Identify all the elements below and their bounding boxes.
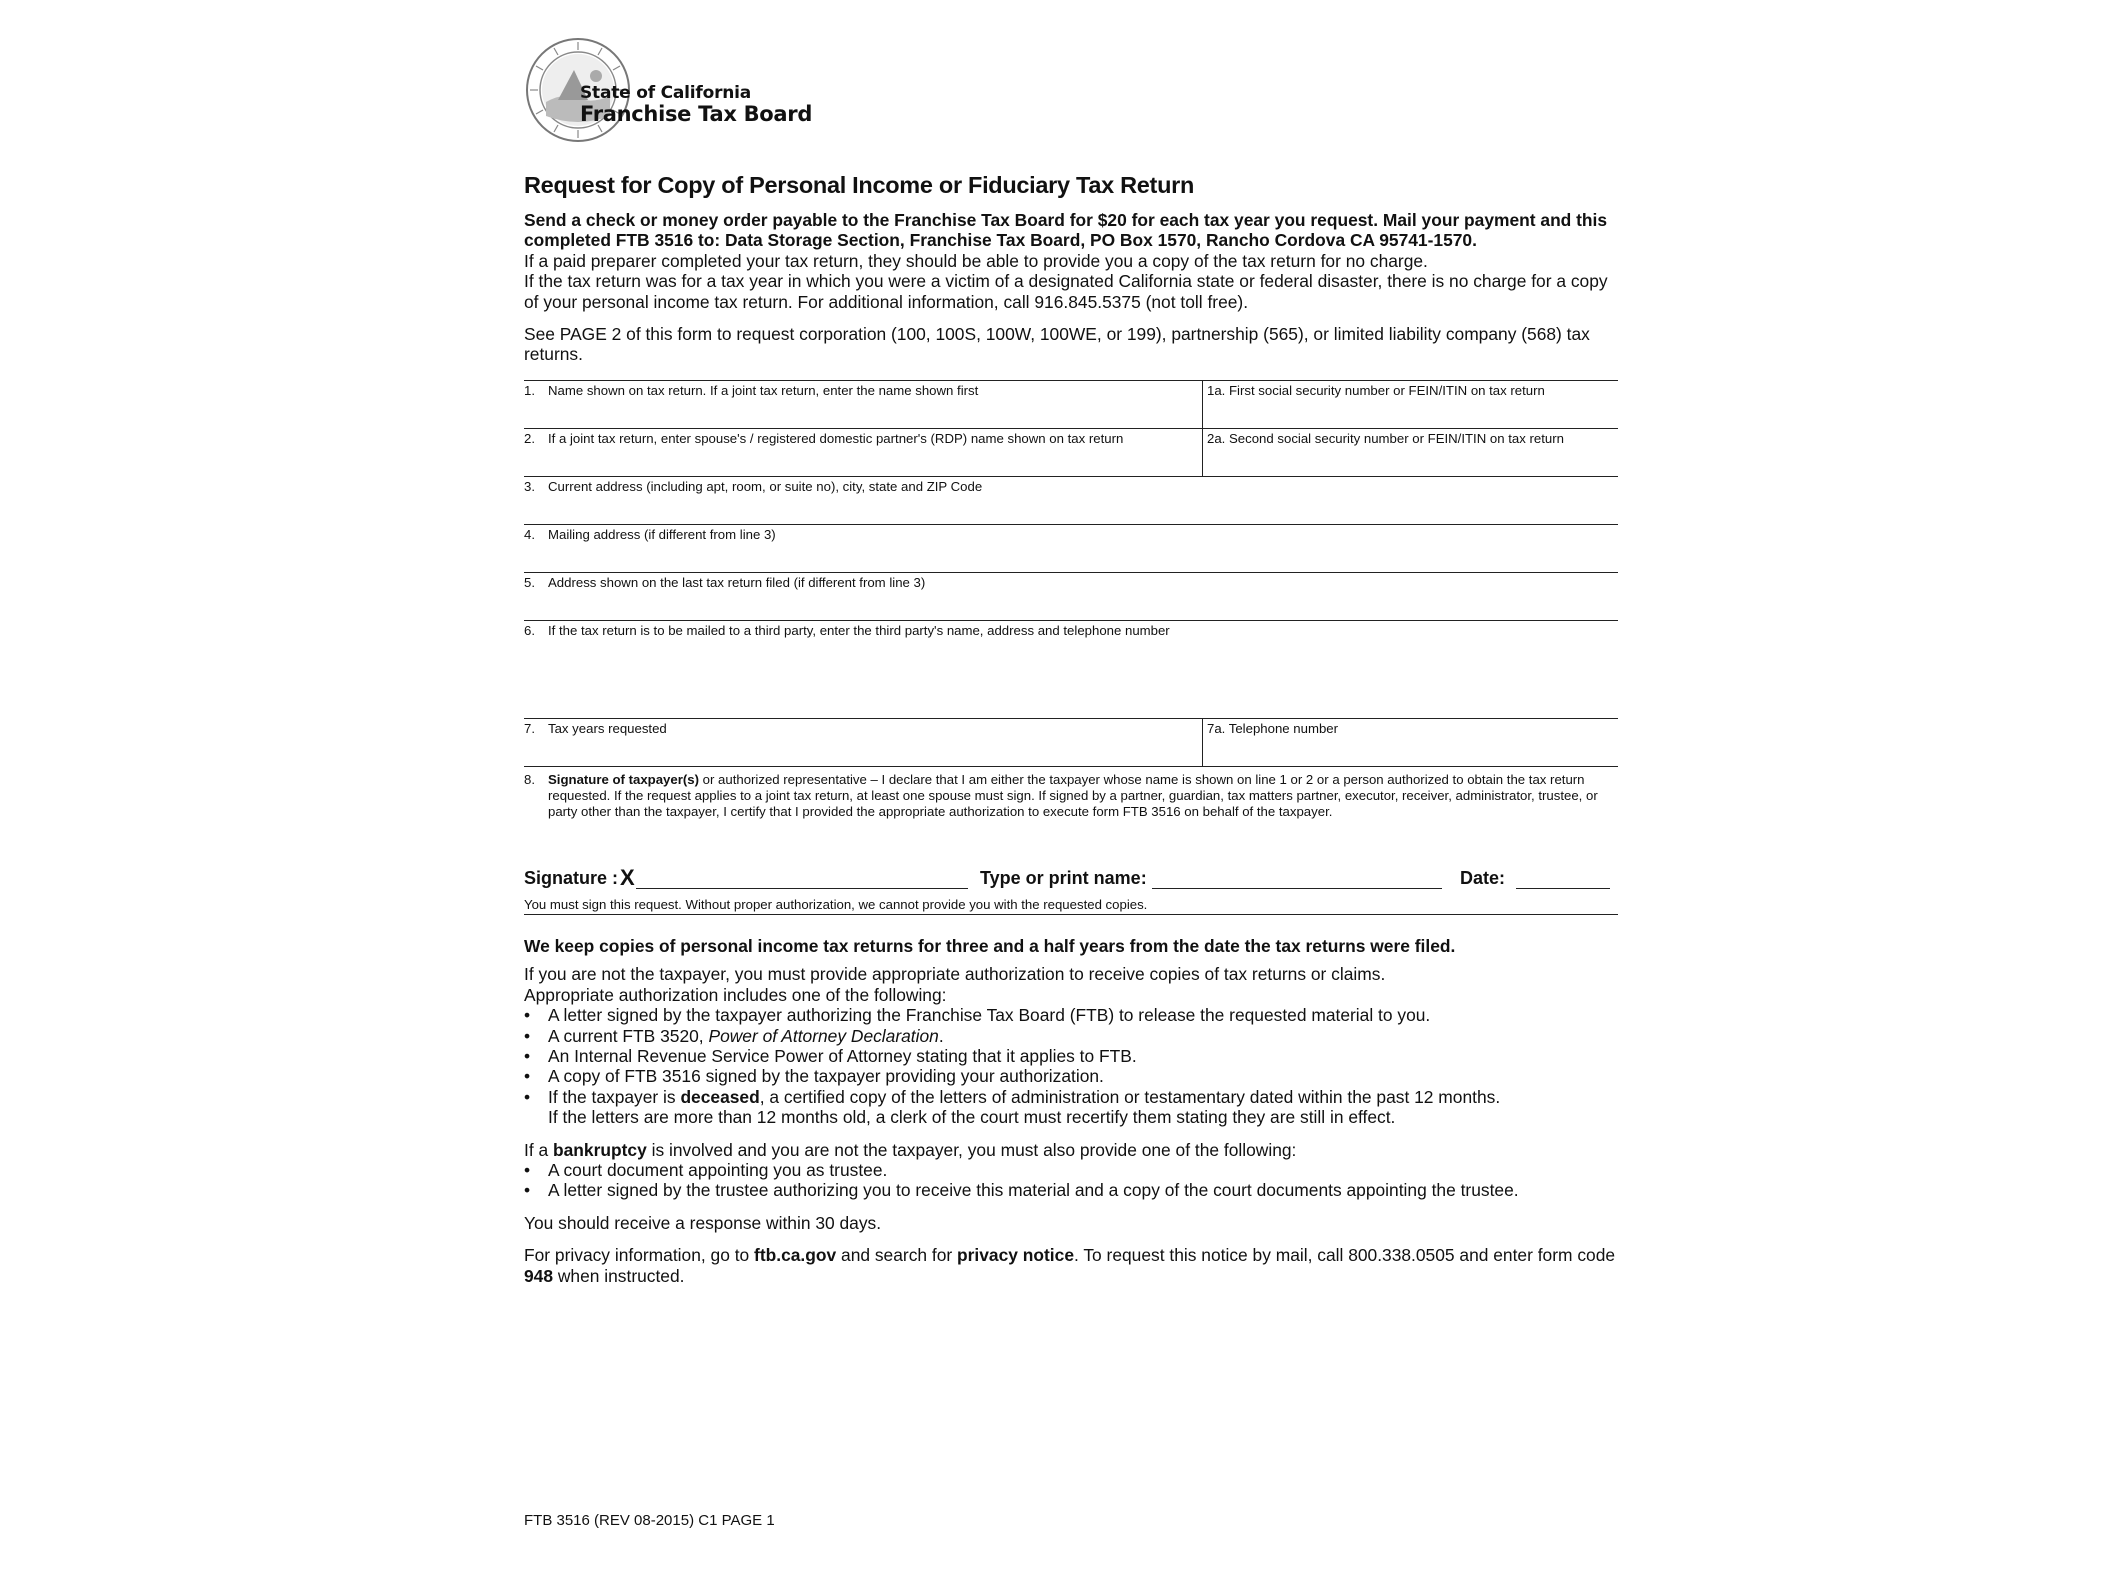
field-7a-label: 7a. Telephone number — [1207, 721, 1338, 736]
agency-state: State of California — [580, 83, 752, 103]
list-item: • An Internal Revenue Service Power of Attorney stating that it applies to FTB. — [524, 1046, 1137, 1067]
authorization-includes: Appropriate authorization includes one of the following: — [524, 984, 947, 1005]
form-rule — [524, 476, 1618, 477]
agency-name — [580, 83, 812, 125]
telephone-input[interactable] — [1210, 740, 1614, 764]
mailing-address-input[interactable] — [548, 546, 1612, 570]
bankruptcy-list — [524, 1160, 1618, 1201]
declaration-text: or authorized representative – I declare that I am either the taxpayer whose name is shown on line 1 or 2 or a person authorized to obtain the tax return requested. If the request applies to a joint tax return, at least one spouse must sign. If signed by a partner, guardian, tax matters partner, executor, receiver, administrator, trustee, or party other than the taxpayer, I certify that I provided the appropriate authorization to execute form FTB 3516 on behalf of the taxpayer. — [548, 772, 1598, 820]
declaration-heading: Signature of taxpayer(s) — [548, 772, 699, 787]
signature-x-mark: X — [620, 865, 635, 890]
last-return-address-input[interactable] — [548, 594, 1612, 618]
privacy-info: For privacy information, go to ftb.ca.gov and search for privacy notice. To request this notice by mail, call 800.338.0505 and enter form code 948 when instructed. — [524, 1245, 1616, 1286]
form-rule — [524, 718, 1618, 719]
taxpayer-name-input[interactable] — [548, 402, 1192, 426]
third-party-input[interactable] — [548, 644, 1612, 716]
second-ssn-input[interactable] — [1210, 450, 1614, 474]
intro-text — [524, 210, 1618, 365]
signature-label: Signature : — [524, 868, 619, 888]
date-label: Date: — [1460, 868, 1506, 888]
declaration — [524, 772, 1618, 821]
spouse-name-input[interactable] — [548, 450, 1192, 474]
bankruptcy-intro: If a bankruptcy is involved and you are not the taxpayer, you must also provide one of the following: — [524, 1139, 1297, 1160]
page-title: Request for Copy of Personal Income or Fiduciary Tax Return — [524, 172, 1195, 198]
signature-row — [524, 865, 1618, 894]
field-6-label: 6. If the tax return is to be mailed to a third party, enter the third party's name, address and telephone number — [524, 623, 1170, 638]
list-item: • A copy of FTB 3516 signed by the taxpayer providing your authorization. — [524, 1066, 1104, 1087]
form-rule — [524, 572, 1618, 573]
field-5-label: 5. Address shown on the last tax return filed (if different from line 3) — [524, 575, 926, 590]
form-divider — [1202, 718, 1203, 766]
first-ssn-input[interactable] — [1210, 402, 1614, 426]
agency-board: Franchise Tax Board — [580, 102, 813, 126]
form-top-rule — [524, 380, 1618, 381]
list-item: • A current FTB 3520, Power of Attorney Declaration. — [524, 1025, 944, 1046]
list-item: • A letter signed by the trustee authorizing you to receive this material and a copy of the court documents appointing the trustee. — [524, 1180, 1519, 1201]
disaster-note: If the tax return was for a tax year in which you were a victim of a designated California state or federal disaster, there is no charge for a copy of your personal income tax return. For additional information, call 916.845.5375 (not toll free). — [524, 271, 1608, 312]
ftb-website-link[interactable]: ftb.ca.gov — [754, 1245, 837, 1266]
authorization-list — [524, 1005, 1618, 1127]
preparer-note: If a paid preparer completed your tax return, they should be able to provide you a copy of the tax return for no charge. — [524, 250, 1428, 271]
form-rule — [524, 428, 1618, 429]
field-2a-label: 2a. Second social security number or FEIN/ITIN on tax return — [1207, 431, 1564, 446]
form-page — [524, 0, 1618, 1584]
declaration-number: 8. — [524, 772, 535, 787]
tax-years-input[interactable] — [548, 740, 1192, 764]
print-name-label: Type or print name: — [980, 868, 1147, 888]
response-time: You should receive a response within 30 days. — [524, 1212, 882, 1233]
current-address-input[interactable] — [548, 498, 1612, 522]
list-item: • If the taxpayer is deceased, a certified copy of the letters of administration or testamentary dated within the past 12 months. If the letters are more than 12 months old, a clerk of the court must recertify them stating they are still in effect. — [524, 1086, 1501, 1128]
print-name-line[interactable] — [1152, 888, 1442, 889]
signature-bottom-rule — [524, 914, 1618, 915]
list-item: • A court document appointing you as trustee. — [524, 1160, 888, 1181]
form-rule — [524, 524, 1618, 525]
field-3-label: 3. Current address (including apt, room, or suite no), city, state and ZIP Code — [524, 479, 983, 494]
payment-instructions: Send a check or money order payable to the Franchise Tax Board for $20 for each tax year you request. Mail your payment and this completed FTB 3516 to: Data Storage Section, Franchise Tax Board, PO Box 1570, Rancho Cordova CA 95741-1570. — [524, 210, 1608, 251]
signature-line[interactable] — [636, 888, 968, 889]
signature-note: You must sign this request. Without proper authorization, we cannot provide you with the requested copies. — [524, 897, 1148, 912]
form-footer: FTB 3516 (REV 08-2015) C1 PAGE 1 — [524, 1512, 775, 1529]
page2-note: See PAGE 2 of this form to request corporation (100, 100S, 100W, 100WE, or 199), partnership (565), or limited liability company (568) tax returns. — [524, 324, 1590, 365]
field-1a-label: 1a. First social security number or FEIN/ITIN on tax return — [1207, 383, 1545, 398]
form-rule — [524, 620, 1618, 621]
authorization-info — [524, 936, 1618, 1286]
form-divider — [1202, 380, 1203, 476]
field-4-label: 4. Mailing address (if different from line 3) — [524, 527, 776, 542]
retention-heading: We keep copies of personal income tax returns for three and a half years from the date the tax returns were filed. — [524, 936, 1456, 956]
field-2-label: 2. If a joint tax return, enter spouse's / registered domestic partner's (RDP) name shown on tax return — [524, 431, 1124, 446]
list-item: • A letter signed by the taxpayer authorizing the Franchise Tax Board (FTB) to release the requested material to you. — [524, 1005, 1431, 1026]
field-1-label: 1. Name shown on tax return. If a joint tax return, enter the name shown first — [524, 383, 979, 398]
authorization-intro: If you are not the taxpayer, you must provide appropriate authorization to receive copies of tax returns or claims. — [524, 964, 1386, 985]
field-7-label: 7. Tax years requested — [524, 721, 667, 736]
form-rule — [524, 766, 1618, 767]
date-line[interactable] — [1516, 888, 1610, 889]
